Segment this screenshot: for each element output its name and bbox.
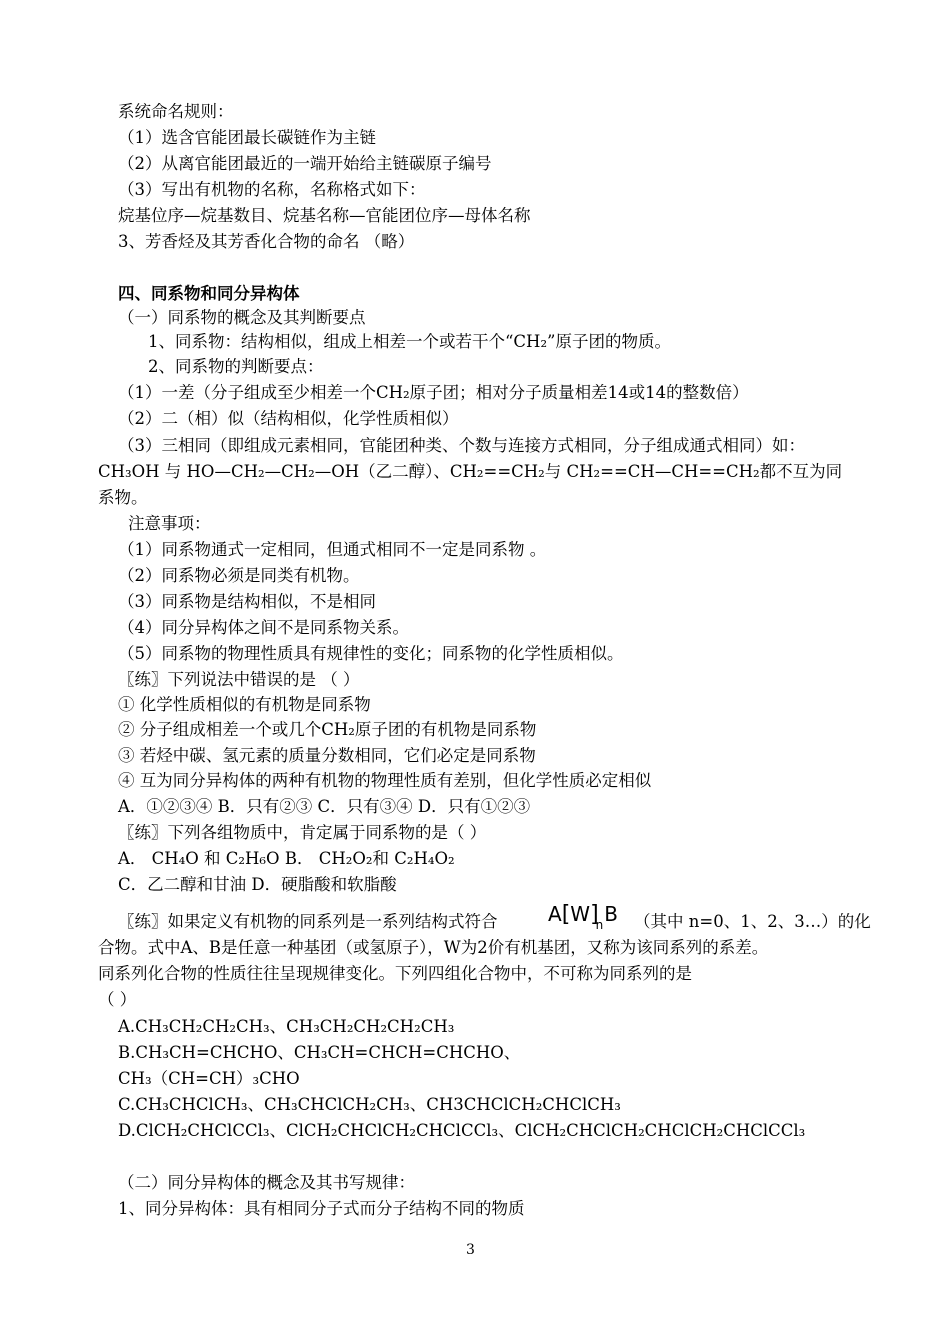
text-line: （3）同系物是结构相似，不是相同	[118, 592, 376, 611]
text-line: （3）写出有机物的名称，名称格式如下：	[118, 180, 426, 199]
exercise-question: 〖练〗下列各组物质中，肯定属于同系物的是（ ）	[118, 823, 487, 842]
text-line: 2、同系物的判断要点：	[148, 357, 324, 376]
page-number: 3	[466, 1242, 475, 1258]
structure-formula: $A[W]_nB$	[548, 902, 618, 932]
subsection-heading: （一）同系物的概念及其判断要点	[118, 308, 366, 327]
subsection-heading: （二）同分异构体的概念及其书写规律：	[118, 1173, 415, 1192]
exercise-option: CH₃（CH=CH）₃CHO	[118, 1069, 300, 1088]
exercise-answers: A．①②③④ B．只有②③ C．只有③④ D．只有①②③	[118, 797, 531, 816]
text-line: （1）一差（分子组成至少相差一个CH₂原子团；相对分子质量相差14或14的整数倍）	[118, 383, 749, 402]
text-line: CH₃OH 与 HO—CH₂—CH₂—OH（乙二醇）、CH₂==CH₂与 CH₂==CH—CH==CH₂都不互为同	[98, 462, 843, 481]
text-line: 同系列化合物的性质往往呈现规律变化。下列四组化合物中，不可称为同系列的是	[98, 964, 692, 983]
text-line: 注意事项：	[128, 514, 211, 533]
answer-blank: （ ）	[98, 990, 137, 1009]
text-line: 系物。	[98, 488, 148, 507]
text-line: 1、同系物：结构相似，组成上相差一个或若干个“CH₂”原子团的物质。	[148, 332, 671, 351]
text-line: （4）同分异构体之间不是同系物关系。	[118, 618, 409, 637]
text-line: （5）同系物的物理性质具有规律性的变化；同系物的化学性质相似。	[118, 644, 624, 663]
exercise-option: C.CH₃CHClCH₃、CH₃CHClCH₂CH₃、CH3CHClCH₂CHClCH₃	[118, 1095, 621, 1114]
text-line: （2）从离官能团最近的一端开始给主链碳原子编号	[118, 154, 492, 173]
text-line: （2）同系物必须是同类有机物。	[118, 566, 360, 585]
exercise-option: A.CH₃CH₂CH₂CH₃、CH₃CH₂CH₂CH₂CH₃	[118, 1017, 455, 1036]
text-line: （2）二（相）似（结构相似，化学性质相似）	[118, 409, 459, 428]
text-line: 3、芳香烃及其芳香化合物的命名 （略）	[118, 232, 415, 251]
exercise-option: ① 化学性质相似的有机物是同系物	[118, 695, 371, 714]
exercise-option: B.CH₃CH=CHCHO、CH₃CH=CHCH=CHCHO、	[118, 1043, 521, 1062]
text-line: （1）同系物通式一定相同，但通式相同不一定是同系物 。	[118, 540, 547, 559]
text-line: （3）三相同（即组成元素相同，官能团种类、个数与连接方式相同，分子组成通式相同）如：	[118, 436, 805, 455]
exercise-answers: C．乙二醇和甘油 D．硬脂酸和软脂酸	[118, 875, 397, 894]
exercise-option: D.ClCH₂CHClCCl₃、ClCH₂CHClCH₂CHClCCl₃、ClCH₂CHClCH₂CHClCH₂CHClCCl₃	[118, 1121, 806, 1140]
text-line: （1）选含官能团最长碳链作为主链	[118, 128, 376, 147]
exercise-option: ③ 若烃中碳、氢元素的质量分数相同，它们必定是同系物	[118, 746, 536, 765]
text-line: 系统命名规则：	[118, 102, 234, 121]
exercise-question: 〖练〗如果定义有机物的同系列是一系列结构式符合	[118, 912, 498, 931]
exercise-option: ② 分子组成相差一个或几个CH₂原子团的有机物是同系物	[118, 720, 537, 739]
text-line: 1、同分异构体：具有相同分子式而分子结构不同的物质	[118, 1199, 525, 1218]
text-line: （其中 n=0、1、2、3…）的化	[634, 912, 871, 931]
text-line: 合物。式中A、B是任意一种基团（或氢原子），W为2价有机基团，又称为该同系列的系差。	[98, 938, 769, 957]
section-heading: 四、同系物和同分异构体	[118, 284, 300, 303]
text-line: 烷基位序—烷基数目、烷基名称—官能团位序—母体名称	[118, 206, 531, 225]
exercise-option: ④ 互为同分异构体的两种有机物的物理性质有差别，但化学性质必定相似	[118, 771, 652, 790]
exercise-question: 〖练〗下列说法中错误的是 （ ）	[118, 670, 360, 689]
exercise-answers: A． CH₄O 和 C₂H₆O B． CH₂O₂和 C₂H₄O₂	[118, 849, 455, 868]
